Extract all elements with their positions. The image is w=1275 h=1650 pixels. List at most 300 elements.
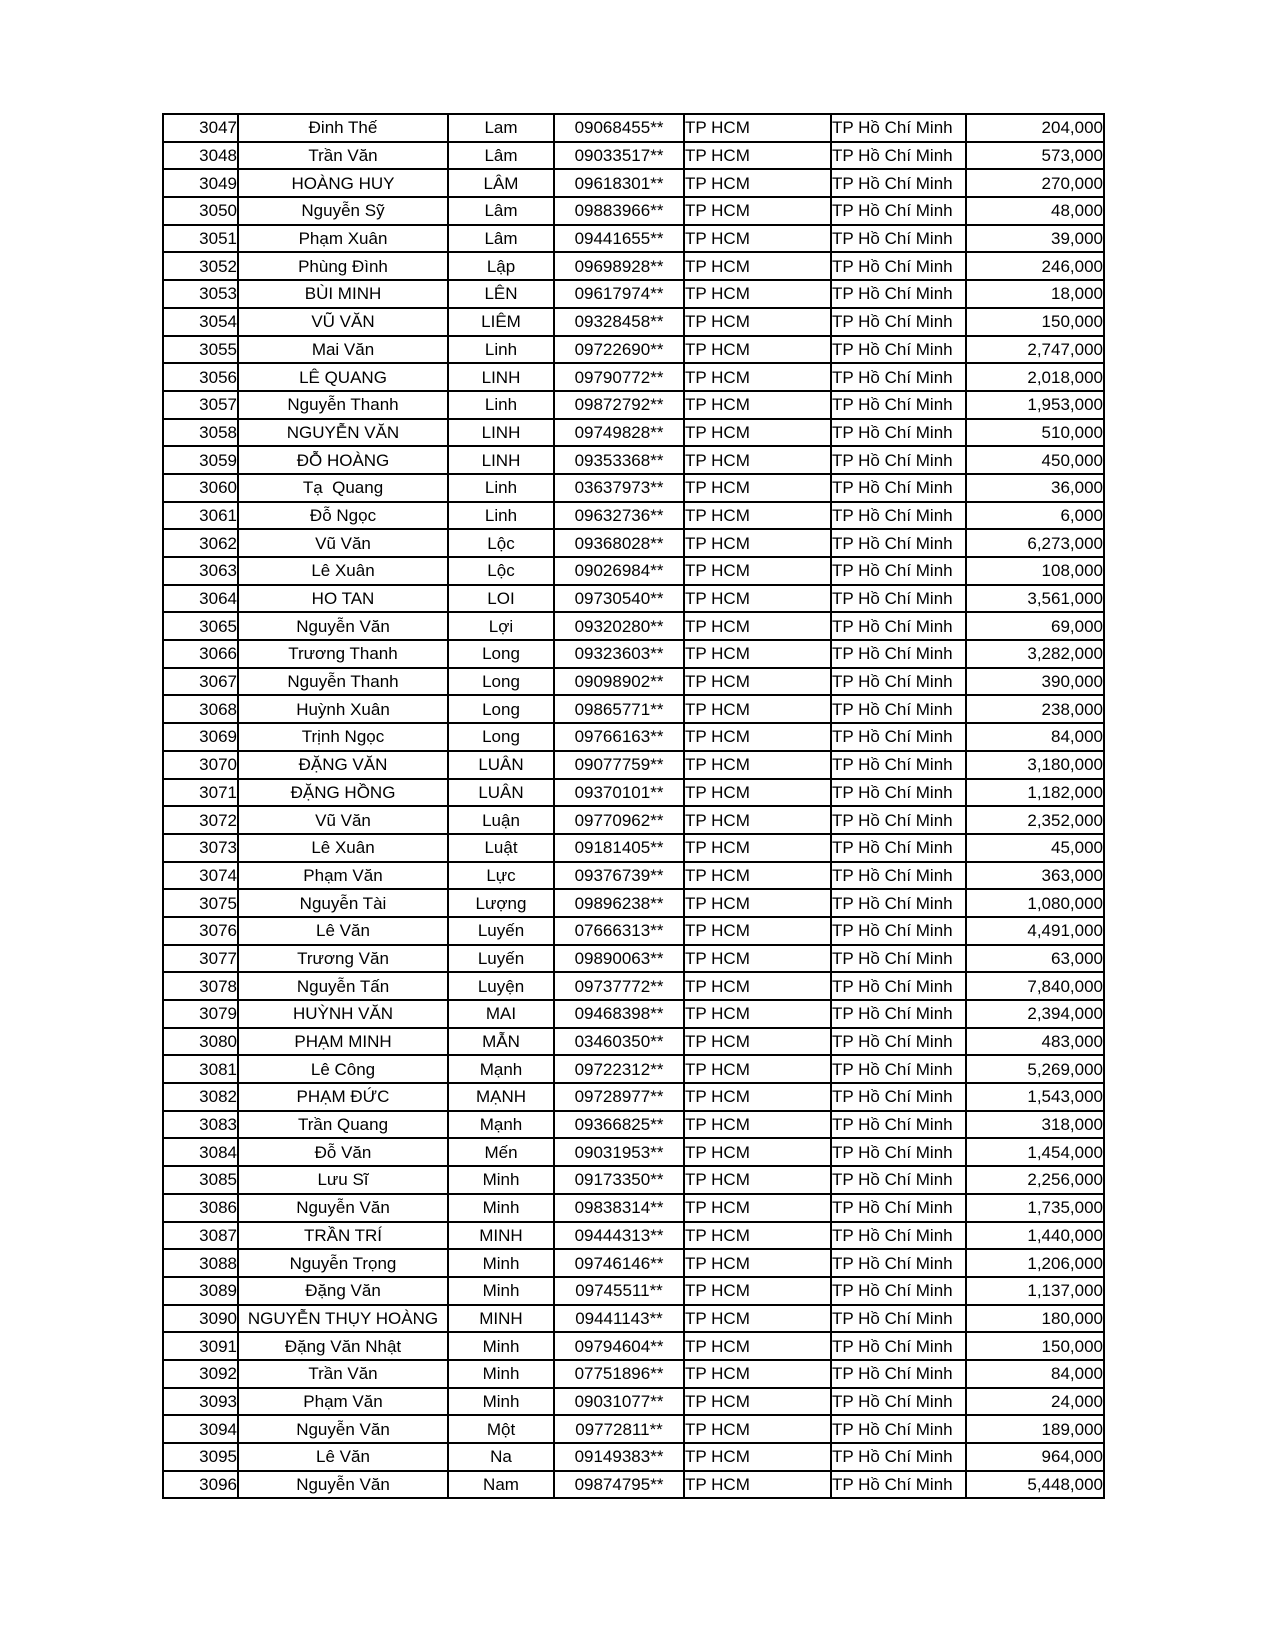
table-row bbox=[163, 668, 1104, 696]
city-cell: TP Hồ Chí Minh bbox=[831, 557, 966, 585]
region-cell: TP HCM bbox=[684, 1471, 831, 1499]
last-name-cell: LUÂN bbox=[448, 779, 554, 807]
region-cell: TP HCM bbox=[684, 612, 831, 640]
amount-cell: 6,000 bbox=[966, 502, 1104, 530]
id-cell: 3096 bbox=[163, 1471, 238, 1499]
city-cell: TP Hồ Chí Minh bbox=[831, 336, 966, 364]
id-cell: 3086 bbox=[163, 1194, 238, 1222]
id-cell: 3087 bbox=[163, 1222, 238, 1250]
first-name-cell: Trần Văn bbox=[238, 142, 448, 170]
table-row bbox=[163, 1388, 1104, 1416]
city-cell: TP Hồ Chí Minh bbox=[831, 446, 966, 474]
last-name-cell: Một bbox=[448, 1415, 554, 1443]
phone-cell: 09737772** bbox=[554, 972, 684, 1000]
phone-cell: 09098902** bbox=[554, 668, 684, 696]
phone-cell: 09353368** bbox=[554, 446, 684, 474]
last-name-cell: LÊN bbox=[448, 280, 554, 308]
table-row bbox=[163, 862, 1104, 890]
amount-cell: 1,440,000 bbox=[966, 1222, 1104, 1250]
first-name-cell: Mai Văn bbox=[238, 336, 448, 364]
phone-cell: 09698928** bbox=[554, 252, 684, 280]
city-cell: TP Hồ Chí Minh bbox=[831, 114, 966, 142]
region-cell: TP HCM bbox=[684, 751, 831, 779]
phone-cell: 09441143** bbox=[554, 1305, 684, 1333]
region-cell: TP HCM bbox=[684, 502, 831, 530]
first-name-cell: Huỳnh Xuân bbox=[238, 695, 448, 723]
region-cell: TP HCM bbox=[684, 1138, 831, 1166]
id-cell: 3051 bbox=[163, 225, 238, 253]
city-cell: TP Hồ Chí Minh bbox=[831, 1415, 966, 1443]
amount-cell: 189,000 bbox=[966, 1415, 1104, 1443]
first-name-cell: Lê Công bbox=[238, 1055, 448, 1083]
first-name-cell: Nguyễn Tài bbox=[238, 889, 448, 917]
last-name-cell: Lâm bbox=[448, 225, 554, 253]
city-cell: TP Hồ Chí Minh bbox=[831, 585, 966, 613]
amount-cell: 63,000 bbox=[966, 945, 1104, 973]
region-cell: TP HCM bbox=[684, 723, 831, 751]
table-row bbox=[163, 1222, 1104, 1250]
table-row bbox=[163, 1277, 1104, 1305]
table-row bbox=[163, 1111, 1104, 1139]
table-row bbox=[163, 1443, 1104, 1471]
table-row bbox=[163, 114, 1104, 142]
region-cell: TP HCM bbox=[684, 114, 831, 142]
first-name-cell: Tạ Quang bbox=[238, 474, 448, 502]
table-row bbox=[163, 945, 1104, 973]
id-cell: 3075 bbox=[163, 889, 238, 917]
last-name-cell: LUÂN bbox=[448, 751, 554, 779]
region-cell: TP HCM bbox=[684, 529, 831, 557]
table-row bbox=[163, 142, 1104, 170]
first-name-cell: TRẦN TRÍ bbox=[238, 1222, 448, 1250]
last-name-cell: LINH bbox=[448, 419, 554, 447]
region-cell: TP HCM bbox=[684, 862, 831, 890]
amount-cell: 39,000 bbox=[966, 225, 1104, 253]
id-cell: 3085 bbox=[163, 1166, 238, 1194]
table-row bbox=[163, 1332, 1104, 1360]
city-cell: TP Hồ Chí Minh bbox=[831, 1055, 966, 1083]
city-cell: TP Hồ Chí Minh bbox=[831, 806, 966, 834]
region-cell: TP HCM bbox=[684, 308, 831, 336]
id-cell: 3073 bbox=[163, 834, 238, 862]
first-name-cell: ĐẶNG VĂN bbox=[238, 751, 448, 779]
table-row bbox=[163, 336, 1104, 364]
phone-cell: 09794604** bbox=[554, 1332, 684, 1360]
city-cell: TP Hồ Chí Minh bbox=[831, 834, 966, 862]
id-cell: 3047 bbox=[163, 114, 238, 142]
table-row bbox=[163, 972, 1104, 1000]
last-name-cell: Luyến bbox=[448, 917, 554, 945]
city-cell: TP Hồ Chí Minh bbox=[831, 1222, 966, 1250]
city-cell: TP Hồ Chí Minh bbox=[831, 1083, 966, 1111]
last-name-cell: Linh bbox=[448, 502, 554, 530]
last-name-cell: Long bbox=[448, 695, 554, 723]
city-cell: TP Hồ Chí Minh bbox=[831, 1249, 966, 1277]
phone-cell: 09026984** bbox=[554, 557, 684, 585]
phone-cell: 07666313** bbox=[554, 917, 684, 945]
city-cell: TP Hồ Chí Minh bbox=[831, 391, 966, 419]
phone-cell: 09766163** bbox=[554, 723, 684, 751]
phone-cell: 09722690** bbox=[554, 336, 684, 364]
last-name-cell: Luận bbox=[448, 806, 554, 834]
phone-cell: 09077759** bbox=[554, 751, 684, 779]
records-table-body bbox=[163, 114, 1104, 1498]
city-cell: TP Hồ Chí Minh bbox=[831, 862, 966, 890]
id-cell: 3063 bbox=[163, 557, 238, 585]
region-cell: TP HCM bbox=[684, 1083, 831, 1111]
region-cell: TP HCM bbox=[684, 806, 831, 834]
last-name-cell: Lập bbox=[448, 252, 554, 280]
id-cell: 3052 bbox=[163, 252, 238, 280]
amount-cell: 964,000 bbox=[966, 1443, 1104, 1471]
city-cell: TP Hồ Chí Minh bbox=[831, 474, 966, 502]
last-name-cell: MẠNH bbox=[448, 1083, 554, 1111]
first-name-cell: NGUYỄN VĂN bbox=[238, 419, 448, 447]
amount-cell: 573,000 bbox=[966, 142, 1104, 170]
amount-cell: 204,000 bbox=[966, 114, 1104, 142]
region-cell: TP HCM bbox=[684, 419, 831, 447]
id-cell: 3082 bbox=[163, 1083, 238, 1111]
table-row bbox=[163, 1000, 1104, 1028]
phone-cell: 09468398** bbox=[554, 1000, 684, 1028]
table-row bbox=[163, 197, 1104, 225]
region-cell: TP HCM bbox=[684, 252, 831, 280]
city-cell: TP Hồ Chí Minh bbox=[831, 640, 966, 668]
last-name-cell: Minh bbox=[448, 1388, 554, 1416]
phone-cell: 09772811** bbox=[554, 1415, 684, 1443]
city-cell: TP Hồ Chí Minh bbox=[831, 1194, 966, 1222]
phone-cell: 09749828** bbox=[554, 419, 684, 447]
first-name-cell: Trần Văn bbox=[238, 1360, 448, 1388]
phone-cell: 09444313** bbox=[554, 1222, 684, 1250]
amount-cell: 108,000 bbox=[966, 557, 1104, 585]
first-name-cell: Lưu Sĩ bbox=[238, 1166, 448, 1194]
id-cell: 3081 bbox=[163, 1055, 238, 1083]
last-name-cell: Linh bbox=[448, 391, 554, 419]
first-name-cell: Vũ Văn bbox=[238, 529, 448, 557]
last-name-cell: Nam bbox=[448, 1471, 554, 1499]
id-cell: 3078 bbox=[163, 972, 238, 1000]
city-cell: TP Hồ Chí Minh bbox=[831, 1388, 966, 1416]
id-cell: 3048 bbox=[163, 142, 238, 170]
first-name-cell: Nguyễn Thanh bbox=[238, 391, 448, 419]
first-name-cell: Nguyễn Trọng bbox=[238, 1249, 448, 1277]
table-row bbox=[163, 1415, 1104, 1443]
city-cell: TP Hồ Chí Minh bbox=[831, 169, 966, 197]
id-cell: 3084 bbox=[163, 1138, 238, 1166]
table-row bbox=[163, 695, 1104, 723]
city-cell: TP Hồ Chí Minh bbox=[831, 1443, 966, 1471]
first-name-cell: HOÀNG HUY bbox=[238, 169, 448, 197]
table-row bbox=[163, 585, 1104, 613]
city-cell: TP Hồ Chí Minh bbox=[831, 612, 966, 640]
amount-cell: 390,000 bbox=[966, 668, 1104, 696]
table-row bbox=[163, 1471, 1104, 1499]
first-name-cell: Nguyễn Văn bbox=[238, 1194, 448, 1222]
first-name-cell: HO TAN bbox=[238, 585, 448, 613]
table-row bbox=[163, 446, 1104, 474]
table-row bbox=[163, 280, 1104, 308]
phone-cell: 09033517** bbox=[554, 142, 684, 170]
first-name-cell: HUỲNH VĂN bbox=[238, 1000, 448, 1028]
city-cell: TP Hồ Chí Minh bbox=[831, 668, 966, 696]
table-row bbox=[163, 363, 1104, 391]
last-name-cell: MAI bbox=[448, 1000, 554, 1028]
amount-cell: 3,180,000 bbox=[966, 751, 1104, 779]
amount-cell: 1,080,000 bbox=[966, 889, 1104, 917]
table-row bbox=[163, 391, 1104, 419]
table-row bbox=[163, 723, 1104, 751]
region-cell: TP HCM bbox=[684, 225, 831, 253]
amount-cell: 238,000 bbox=[966, 695, 1104, 723]
table-row bbox=[163, 834, 1104, 862]
first-name-cell: Trần Quang bbox=[238, 1111, 448, 1139]
phone-cell: 09149383** bbox=[554, 1443, 684, 1471]
city-cell: TP Hồ Chí Minh bbox=[831, 1166, 966, 1194]
region-cell: TP HCM bbox=[684, 280, 831, 308]
first-name-cell: Phạm Văn bbox=[238, 1388, 448, 1416]
id-cell: 3077 bbox=[163, 945, 238, 973]
last-name-cell: Minh bbox=[448, 1332, 554, 1360]
id-cell: 3053 bbox=[163, 280, 238, 308]
phone-cell: 09173350** bbox=[554, 1166, 684, 1194]
city-cell: TP Hồ Chí Minh bbox=[831, 142, 966, 170]
amount-cell: 150,000 bbox=[966, 1332, 1104, 1360]
region-cell: TP HCM bbox=[684, 585, 831, 613]
amount-cell: 180,000 bbox=[966, 1305, 1104, 1333]
city-cell: TP Hồ Chí Minh bbox=[831, 695, 966, 723]
first-name-cell: Lê Xuân bbox=[238, 834, 448, 862]
region-cell: TP HCM bbox=[684, 1388, 831, 1416]
last-name-cell: Minh bbox=[448, 1166, 554, 1194]
last-name-cell: Lộc bbox=[448, 557, 554, 585]
amount-cell: 246,000 bbox=[966, 252, 1104, 280]
city-cell: TP Hồ Chí Minh bbox=[831, 363, 966, 391]
city-cell: TP Hồ Chí Minh bbox=[831, 917, 966, 945]
phone-cell: 09746146** bbox=[554, 1249, 684, 1277]
id-cell: 3074 bbox=[163, 862, 238, 890]
first-name-cell: ĐỖ HOÀNG bbox=[238, 446, 448, 474]
table-row bbox=[163, 529, 1104, 557]
city-cell: TP Hồ Chí Minh bbox=[831, 779, 966, 807]
phone-cell: 09883966** bbox=[554, 197, 684, 225]
id-cell: 3062 bbox=[163, 529, 238, 557]
id-cell: 3068 bbox=[163, 695, 238, 723]
region-cell: TP HCM bbox=[684, 1194, 831, 1222]
table-row bbox=[163, 1194, 1104, 1222]
id-cell: 3088 bbox=[163, 1249, 238, 1277]
amount-cell: 24,000 bbox=[966, 1388, 1104, 1416]
id-cell: 3049 bbox=[163, 169, 238, 197]
region-cell: TP HCM bbox=[684, 1222, 831, 1250]
region-cell: TP HCM bbox=[684, 1305, 831, 1333]
id-cell: 3055 bbox=[163, 336, 238, 364]
region-cell: TP HCM bbox=[684, 1000, 831, 1028]
region-cell: TP HCM bbox=[684, 972, 831, 1000]
phone-cell: 09865771** bbox=[554, 695, 684, 723]
phone-cell: 09722312** bbox=[554, 1055, 684, 1083]
region-cell: TP HCM bbox=[684, 1166, 831, 1194]
amount-cell: 4,491,000 bbox=[966, 917, 1104, 945]
first-name-cell: Nguyễn Tấn bbox=[238, 972, 448, 1000]
first-name-cell: Nguyễn Sỹ bbox=[238, 197, 448, 225]
last-name-cell: LINH bbox=[448, 363, 554, 391]
phone-cell: 03460350** bbox=[554, 1028, 684, 1056]
phone-cell: 09896238** bbox=[554, 889, 684, 917]
first-name-cell: LÊ QUANG bbox=[238, 363, 448, 391]
first-name-cell: Đỗ Ngọc bbox=[238, 502, 448, 530]
id-cell: 3054 bbox=[163, 308, 238, 336]
amount-cell: 483,000 bbox=[966, 1028, 1104, 1056]
last-name-cell: Mạnh bbox=[448, 1055, 554, 1083]
last-name-cell: Minh bbox=[448, 1277, 554, 1305]
region-cell: TP HCM bbox=[684, 474, 831, 502]
region-cell: TP HCM bbox=[684, 1443, 831, 1471]
table-row bbox=[163, 169, 1104, 197]
region-cell: TP HCM bbox=[684, 945, 831, 973]
region-cell: TP HCM bbox=[684, 1332, 831, 1360]
first-name-cell: Nguyễn Thanh bbox=[238, 668, 448, 696]
region-cell: TP HCM bbox=[684, 391, 831, 419]
last-name-cell: Lâm bbox=[448, 142, 554, 170]
amount-cell: 450,000 bbox=[966, 446, 1104, 474]
phone-cell: 09370101** bbox=[554, 779, 684, 807]
phone-cell: 09730540** bbox=[554, 585, 684, 613]
last-name-cell: Lợi bbox=[448, 612, 554, 640]
city-cell: TP Hồ Chí Minh bbox=[831, 529, 966, 557]
amount-cell: 84,000 bbox=[966, 723, 1104, 751]
phone-cell: 09181405** bbox=[554, 834, 684, 862]
last-name-cell: MẪN bbox=[448, 1028, 554, 1056]
table-row bbox=[163, 557, 1104, 585]
last-name-cell: LIÊM bbox=[448, 308, 554, 336]
last-name-cell: Lượng bbox=[448, 889, 554, 917]
city-cell: TP Hồ Chí Minh bbox=[831, 1471, 966, 1499]
city-cell: TP Hồ Chí Minh bbox=[831, 1332, 966, 1360]
id-cell: 3061 bbox=[163, 502, 238, 530]
phone-cell: 09068455** bbox=[554, 114, 684, 142]
last-name-cell: Lực bbox=[448, 862, 554, 890]
phone-cell: 09632736** bbox=[554, 502, 684, 530]
last-name-cell: Na bbox=[448, 1443, 554, 1471]
first-name-cell: Nguyễn Văn bbox=[238, 612, 448, 640]
city-cell: TP Hồ Chí Minh bbox=[831, 197, 966, 225]
phone-cell: 09376739** bbox=[554, 862, 684, 890]
first-name-cell: Đỗ Văn bbox=[238, 1138, 448, 1166]
region-cell: TP HCM bbox=[684, 695, 831, 723]
first-name-cell: Lê Văn bbox=[238, 917, 448, 945]
phone-cell: 09890063** bbox=[554, 945, 684, 973]
phone-cell: 09618301** bbox=[554, 169, 684, 197]
region-cell: TP HCM bbox=[684, 889, 831, 917]
region-cell: TP HCM bbox=[684, 834, 831, 862]
region-cell: TP HCM bbox=[684, 917, 831, 945]
last-name-cell: Lâm bbox=[448, 197, 554, 225]
city-cell: TP Hồ Chí Minh bbox=[831, 945, 966, 973]
first-name-cell: Trịnh Ngọc bbox=[238, 723, 448, 751]
region-cell: TP HCM bbox=[684, 1415, 831, 1443]
amount-cell: 1,182,000 bbox=[966, 779, 1104, 807]
last-name-cell: LINH bbox=[448, 446, 554, 474]
records-table bbox=[162, 113, 1105, 1499]
first-name-cell: Phạm Văn bbox=[238, 862, 448, 890]
table-row bbox=[163, 225, 1104, 253]
id-cell: 3069 bbox=[163, 723, 238, 751]
id-cell: 3058 bbox=[163, 419, 238, 447]
city-cell: TP Hồ Chí Minh bbox=[831, 308, 966, 336]
city-cell: TP Hồ Chí Minh bbox=[831, 252, 966, 280]
last-name-cell: Luyện bbox=[448, 972, 554, 1000]
region-cell: TP HCM bbox=[684, 1055, 831, 1083]
id-cell: 3067 bbox=[163, 668, 238, 696]
first-name-cell: PHẠM ĐỨC bbox=[238, 1083, 448, 1111]
table-row bbox=[163, 917, 1104, 945]
amount-cell: 1,735,000 bbox=[966, 1194, 1104, 1222]
phone-cell: 09728977** bbox=[554, 1083, 684, 1111]
last-name-cell: Minh bbox=[448, 1194, 554, 1222]
id-cell: 3091 bbox=[163, 1332, 238, 1360]
amount-cell: 69,000 bbox=[966, 612, 1104, 640]
phone-cell: 09770962** bbox=[554, 806, 684, 834]
phone-cell: 09031953** bbox=[554, 1138, 684, 1166]
id-cell: 3076 bbox=[163, 917, 238, 945]
phone-cell: 09323603** bbox=[554, 640, 684, 668]
region-cell: TP HCM bbox=[684, 1277, 831, 1305]
region-cell: TP HCM bbox=[684, 1249, 831, 1277]
region-cell: TP HCM bbox=[684, 363, 831, 391]
first-name-cell: Đặng Văn bbox=[238, 1277, 448, 1305]
region-cell: TP HCM bbox=[684, 640, 831, 668]
last-name-cell: Luyến bbox=[448, 945, 554, 973]
table-row bbox=[163, 1360, 1104, 1388]
amount-cell: 18,000 bbox=[966, 280, 1104, 308]
phone-cell: 09872792** bbox=[554, 391, 684, 419]
last-name-cell: Mến bbox=[448, 1138, 554, 1166]
table-row bbox=[163, 751, 1104, 779]
phone-cell: 07751896** bbox=[554, 1360, 684, 1388]
amount-cell: 84,000 bbox=[966, 1360, 1104, 1388]
table-row bbox=[163, 308, 1104, 336]
id-cell: 3072 bbox=[163, 806, 238, 834]
last-name-cell: Lam bbox=[448, 114, 554, 142]
amount-cell: 1,543,000 bbox=[966, 1083, 1104, 1111]
city-cell: TP Hồ Chí Minh bbox=[831, 1028, 966, 1056]
city-cell: TP Hồ Chí Minh bbox=[831, 751, 966, 779]
table-row bbox=[163, 1249, 1104, 1277]
phone-cell: 09874795** bbox=[554, 1471, 684, 1499]
last-name-cell: Long bbox=[448, 723, 554, 751]
last-name-cell: Lộc bbox=[448, 529, 554, 557]
amount-cell: 36,000 bbox=[966, 474, 1104, 502]
first-name-cell: ĐẶNG HỒNG bbox=[238, 779, 448, 807]
amount-cell: 1,454,000 bbox=[966, 1138, 1104, 1166]
first-name-cell: Phùng Đình bbox=[238, 252, 448, 280]
region-cell: TP HCM bbox=[684, 446, 831, 474]
amount-cell: 45,000 bbox=[966, 834, 1104, 862]
amount-cell: 3,561,000 bbox=[966, 585, 1104, 613]
amount-cell: 2,256,000 bbox=[966, 1166, 1104, 1194]
phone-cell: 09745511** bbox=[554, 1277, 684, 1305]
table-row bbox=[163, 419, 1104, 447]
phone-cell: 09441655** bbox=[554, 225, 684, 253]
region-cell: TP HCM bbox=[684, 1028, 831, 1056]
phone-cell: 09366825** bbox=[554, 1111, 684, 1139]
amount-cell: 510,000 bbox=[966, 419, 1104, 447]
table-row bbox=[163, 640, 1104, 668]
amount-cell: 270,000 bbox=[966, 169, 1104, 197]
amount-cell: 5,269,000 bbox=[966, 1055, 1104, 1083]
city-cell: TP Hồ Chí Minh bbox=[831, 1138, 966, 1166]
